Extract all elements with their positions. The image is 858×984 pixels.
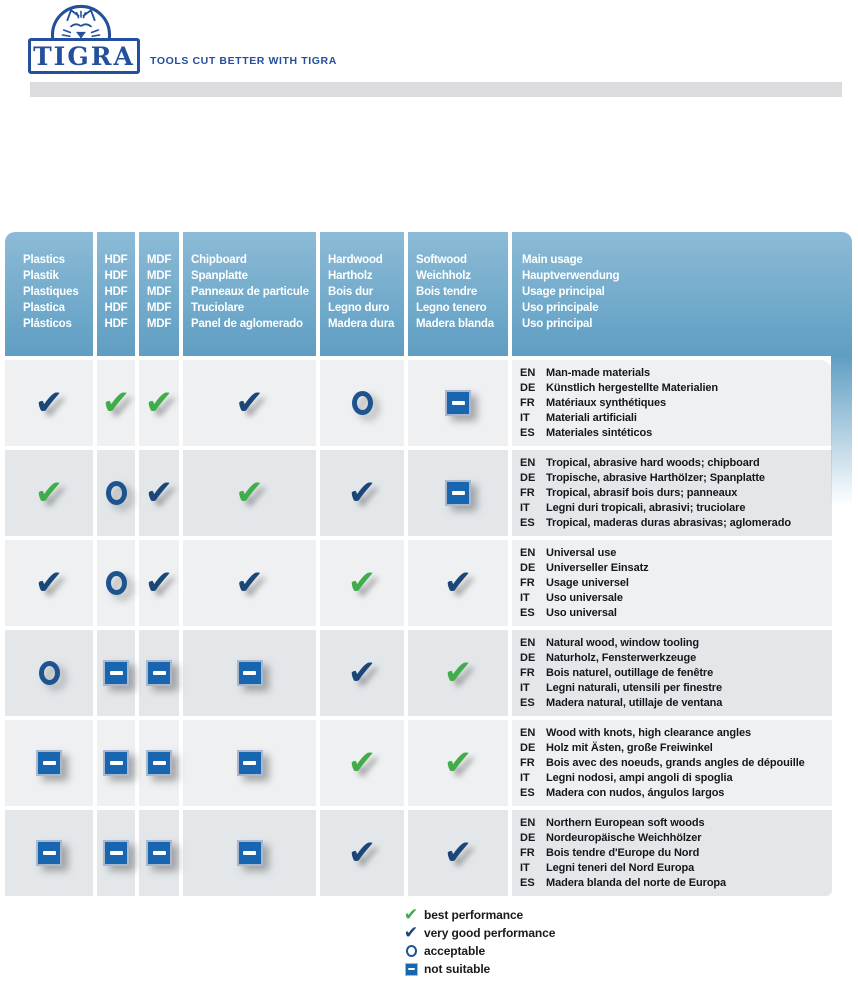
usage-line: [520, 741, 832, 756]
header-line: Plastik: [23, 270, 59, 282]
usage-line: [520, 816, 832, 831]
language-code: DE: [520, 652, 536, 664]
usage-line: [520, 501, 832, 516]
minus-bar: [452, 401, 465, 405]
column-header-hdf: [97, 232, 135, 356]
rating-cell-hdf: [97, 630, 135, 716]
very-good-check-icon: ✔: [144, 563, 174, 603]
header-line: HDF: [104, 286, 128, 298]
usage-text: Naturholz, Fensterwerkzeuge: [546, 652, 697, 664]
rating-cell-hdf: [97, 720, 135, 806]
column-header-main-usage: [512, 232, 852, 356]
legend-label: very good performance: [424, 926, 556, 940]
usage-text: Matériaux synthétiques: [546, 397, 667, 409]
header-line: Plásticos: [23, 318, 72, 330]
tigra-logo: [28, 2, 168, 74]
usage-cell: [512, 720, 832, 806]
language-code: DE: [520, 742, 536, 754]
best-check-icon: ✔: [443, 743, 473, 783]
usage-line: [520, 786, 832, 801]
usage-text: Tropical, abrasif bois durs; panneaux: [546, 487, 738, 499]
not-suitable-square-icon: [237, 750, 263, 776]
usage-line: [520, 456, 832, 471]
usage-text: Bois tendre d'Europe du Nord: [546, 847, 700, 859]
header-line: Legno tenero: [416, 302, 487, 314]
rating-cell-hdf: [97, 540, 135, 626]
column-header-hardwood: [320, 232, 404, 356]
header-line: HDF: [104, 302, 128, 314]
rating-cell-hardwood: [320, 810, 404, 896]
language-code: DE: [520, 832, 536, 844]
usage-text: Bois avec des noeuds, grands angles de dépouille: [546, 757, 805, 769]
language-code: IT: [520, 412, 530, 424]
usage-cell: [512, 360, 832, 446]
rating-cell-hardwood: [320, 360, 404, 446]
best-check-icon: ✔: [34, 473, 64, 513]
header-line: Madera dura: [328, 318, 395, 330]
best-check-icon: ✔: [443, 653, 473, 693]
usage-text: Uso universal: [546, 607, 617, 619]
column-header-softwood: [408, 232, 508, 356]
header-line: Main usage: [522, 254, 583, 266]
minus-bar: [452, 491, 465, 495]
usage-line: [520, 726, 832, 741]
not-suitable-square-icon: [103, 660, 129, 686]
acceptable-circle-icon: [406, 945, 417, 957]
header-line: Panneaux de particule: [191, 286, 309, 298]
table-row: [5, 720, 852, 806]
usage-text: Wood with knots, high clearance angles: [546, 727, 752, 739]
very-good-check-icon: ✔: [403, 922, 419, 943]
language-code: EN: [520, 817, 536, 829]
rating-cell-plastics: [5, 540, 93, 626]
rating-cell-chipboard: [183, 630, 316, 716]
very-good-check-icon: ✔: [443, 833, 473, 873]
language-code: FR: [520, 487, 535, 499]
header-line: Plastiques: [23, 286, 79, 298]
rating-cell-hardwood: [320, 630, 404, 716]
usage-line: [520, 831, 832, 846]
usage-line: [520, 876, 832, 891]
usage-text: Uso universale: [546, 592, 623, 604]
rating-cell-mdf: [139, 720, 179, 806]
rating-cell-hdf: [97, 810, 135, 896]
legend-item: [398, 924, 555, 942]
rating-cell-plastics: [5, 810, 93, 896]
language-code: ES: [520, 787, 535, 799]
legend-label: not suitable: [424, 962, 491, 976]
rating-cell-mdf: [139, 630, 179, 716]
header-line: Hardwood: [328, 254, 383, 266]
header-line: Chipboard: [191, 254, 247, 266]
usage-text: Tropical, maderas duras abrasivas; aglomerado: [546, 517, 791, 529]
language-code: DE: [520, 382, 536, 394]
minus-bar: [243, 851, 256, 855]
not-suitable-square-icon: [146, 660, 172, 686]
usage-line: [520, 516, 832, 531]
header-line: Truciolare: [191, 302, 244, 314]
usage-cell: [512, 450, 832, 536]
header-line: Legno duro: [328, 302, 390, 314]
language-code: EN: [520, 457, 536, 469]
not-suitable-square-icon: [445, 390, 471, 416]
rating-cell-hardwood: [320, 450, 404, 536]
language-code: EN: [520, 727, 536, 739]
rating-cell-softwood: [408, 810, 508, 896]
language-code: ES: [520, 517, 535, 529]
rating-cell-mdf: [139, 810, 179, 896]
legend-symbol: [398, 945, 424, 957]
rating-cell-mdf: [139, 360, 179, 446]
language-code: FR: [520, 847, 535, 859]
best-check-icon: ✔: [235, 473, 264, 513]
language-code: EN: [520, 367, 536, 379]
usage-line: [520, 366, 832, 381]
usage-line: [520, 651, 832, 666]
header-line: MDF: [146, 302, 172, 314]
usage-cell: [512, 630, 832, 716]
best-check-icon: ✔: [101, 383, 131, 423]
header-line: HDF: [104, 318, 128, 330]
rating-cell-softwood: [408, 630, 508, 716]
legend-label: acceptable: [424, 944, 486, 958]
usage-text: Usage universel: [546, 577, 629, 589]
language-code: IT: [520, 592, 530, 604]
table-row: [5, 450, 852, 536]
best-check-icon: ✔: [347, 563, 377, 603]
header-line: Hauptverwendung: [522, 270, 620, 282]
header-line: MDF: [146, 270, 172, 282]
rating-cell-mdf: [139, 450, 179, 536]
usage-text: Materiales sintéticos: [546, 427, 653, 439]
minus-bar: [110, 761, 123, 765]
table-row: [5, 630, 852, 716]
usage-text: Legni nodosi, ampi angoli di spoglia: [546, 772, 733, 784]
very-good-check-icon: ✔: [347, 833, 377, 873]
usage-text: Materiali artificiali: [546, 412, 637, 424]
header-line: Softwood: [416, 254, 467, 266]
usage-text: Künstlich hergestellte Materialien: [546, 382, 719, 394]
legend-item: [398, 942, 555, 960]
header-line: Uso principale: [522, 302, 599, 314]
header-line: Madera blanda: [416, 318, 494, 330]
table-row: [5, 540, 852, 626]
minus-bar: [153, 671, 166, 675]
table-header: [5, 232, 852, 356]
usage-line: [520, 666, 832, 681]
table-row: [5, 810, 852, 896]
rating-cell-plastics: [5, 720, 93, 806]
minus-bar: [110, 671, 123, 675]
usage-line: [520, 471, 832, 486]
usage-line: [520, 636, 832, 651]
usage-line: [520, 396, 832, 411]
not-suitable-square-icon: [405, 963, 418, 976]
header-line: Bois tendre: [416, 286, 478, 298]
header-line: Panel de aglomerado: [191, 318, 303, 330]
legend-symbol: [398, 904, 424, 925]
usage-text: Legni naturali, utensili per finestre: [546, 682, 723, 694]
usage-line: [520, 561, 832, 576]
table-row: [5, 360, 852, 446]
rating-cell-chipboard: [183, 720, 316, 806]
language-code: IT: [520, 772, 530, 784]
legend-label: best performance: [424, 908, 524, 922]
not-suitable-square-icon: [36, 840, 62, 866]
usage-text: Madera con nudos, ángulos largos: [546, 787, 725, 799]
usage-text: Northern European soft woods: [546, 817, 705, 829]
usage-line: [520, 771, 832, 786]
minus-bar: [43, 761, 56, 765]
usage-line: [520, 696, 832, 711]
brand-tagline: TOOLS CUT BETTER WITH TIGRA: [150, 55, 337, 67]
language-code: FR: [520, 577, 535, 589]
usage-line: [520, 426, 832, 441]
rating-cell-chipboard: [183, 360, 316, 446]
very-good-check-icon: ✔: [144, 473, 174, 513]
minus-bar: [243, 671, 256, 675]
acceptable-circle-icon: [106, 481, 127, 505]
minus-bar: [153, 851, 166, 855]
not-suitable-square-icon: [146, 840, 172, 866]
rating-cell-plastics: [5, 360, 93, 446]
very-good-check-icon: ✔: [347, 653, 377, 693]
usage-text: Natural wood, window tooling: [546, 637, 700, 649]
usage-line: [520, 756, 832, 771]
not-suitable-square-icon: [146, 750, 172, 776]
header-line: MDF: [146, 286, 172, 298]
usage-text: Holz mit Ästen, große Freiwinkel: [546, 742, 713, 754]
usage-text: Tropische, abrasive Harthölzer; Spanplatte: [546, 472, 765, 484]
usage-text: Universeller Einsatz: [546, 562, 649, 574]
usage-text: Man-made materials: [546, 367, 650, 379]
language-code: FR: [520, 757, 535, 769]
usage-text: Universal use: [546, 547, 617, 559]
very-good-check-icon: ✔: [347, 473, 377, 513]
header-line: HDF: [104, 270, 128, 282]
not-suitable-square-icon: [237, 840, 263, 866]
usage-line: [520, 576, 832, 591]
usage-text: Bois naturel, outillage de fenêtre: [546, 667, 714, 679]
header-line: Bois dur: [328, 286, 374, 298]
language-code: FR: [520, 397, 535, 409]
best-check-icon: ✔: [347, 743, 377, 783]
column-header-chipboard: [183, 232, 316, 356]
language-code: IT: [520, 862, 530, 874]
usage-line: [520, 411, 832, 426]
usage-text: Tropical, abrasive hard woods; chipboard: [546, 457, 760, 469]
rating-cell-hardwood: [320, 540, 404, 626]
rating-cell-softwood: [408, 720, 508, 806]
rating-cell-hardwood: [320, 720, 404, 806]
not-suitable-square-icon: [103, 750, 129, 776]
header-line: HDF: [104, 254, 128, 266]
rating-cell-chipboard: [183, 450, 316, 536]
not-suitable-square-icon: [445, 480, 471, 506]
usage-line: [520, 861, 832, 876]
header-line: Weichholz: [416, 270, 471, 282]
language-code: ES: [520, 877, 535, 889]
very-good-check-icon: ✔: [34, 563, 64, 603]
language-code: IT: [520, 682, 530, 694]
language-code: ES: [520, 697, 535, 709]
rating-cell-chipboard: [183, 540, 316, 626]
rating-cell-mdf: [139, 540, 179, 626]
legend-item: [398, 906, 555, 924]
logo-wordmark: TIGRA: [28, 38, 140, 74]
usage-line: [520, 486, 832, 501]
usage-line: [520, 606, 832, 621]
legend-item: [398, 960, 555, 978]
minus-bar: [408, 968, 415, 971]
usage-text: Nordeuropäische Weichhölzer: [546, 832, 702, 844]
legend-symbol: [398, 922, 424, 943]
usage-line: [520, 546, 832, 561]
header-line: Plastica: [23, 302, 65, 314]
usage-text: Madera blanda del norte de Europa: [546, 877, 727, 889]
divider-bar: [30, 82, 842, 97]
not-suitable-square-icon: [36, 750, 62, 776]
very-good-check-icon: ✔: [443, 563, 473, 603]
header-line: Plastics: [23, 254, 65, 266]
rating-cell-softwood: [408, 540, 508, 626]
usage-line: [520, 381, 832, 396]
minus-bar: [243, 761, 256, 765]
suitability-table: [5, 232, 852, 900]
minus-bar: [110, 851, 123, 855]
very-good-check-icon: ✔: [34, 383, 64, 423]
very-good-check-icon: ✔: [235, 563, 264, 603]
legend: [398, 906, 555, 978]
rating-cell-hdf: [97, 450, 135, 536]
language-code: FR: [520, 667, 535, 679]
usage-cell: [512, 810, 832, 896]
header-line: MDF: [146, 254, 172, 266]
minus-bar: [153, 761, 166, 765]
usage-text: Madera natural, utillaje de ventana: [546, 697, 723, 709]
column-header-mdf: [139, 232, 179, 356]
rating-cell-chipboard: [183, 810, 316, 896]
not-suitable-square-icon: [237, 660, 263, 686]
usage-text: Legni teneri del Nord Europa: [546, 862, 695, 874]
very-good-check-icon: ✔: [235, 383, 264, 423]
usage-cell: [512, 540, 832, 626]
rating-cell-plastics: [5, 450, 93, 536]
rating-cell-plastics: [5, 630, 93, 716]
minus-bar: [43, 851, 56, 855]
header-line: Uso principal: [522, 318, 593, 330]
language-code: DE: [520, 562, 536, 574]
usage-line: [520, 681, 832, 696]
usage-line: [520, 846, 832, 861]
language-code: ES: [520, 427, 535, 439]
language-code: ES: [520, 607, 535, 619]
language-code: EN: [520, 547, 536, 559]
acceptable-circle-icon: [352, 391, 373, 415]
header-line: Hartholz: [328, 270, 373, 282]
header-line: Usage principal: [522, 286, 605, 298]
best-check-icon: ✔: [144, 383, 174, 423]
header-line: MDF: [146, 318, 172, 330]
column-header-plastics: [5, 232, 93, 356]
rating-cell-softwood: [408, 450, 508, 536]
header-fade-strip: [831, 356, 852, 506]
best-check-icon: ✔: [403, 904, 419, 925]
language-code: IT: [520, 502, 530, 514]
language-code: DE: [520, 472, 536, 484]
usage-line: [520, 591, 832, 606]
usage-text: Legni duri tropicali, abrasivi; truciolare: [546, 502, 746, 514]
rating-cell-softwood: [408, 360, 508, 446]
header-line: Spanplatte: [191, 270, 248, 282]
not-suitable-square-icon: [103, 840, 129, 866]
language-code: EN: [520, 637, 536, 649]
rating-cell-hdf: [97, 360, 135, 446]
table-body: [5, 360, 852, 896]
acceptable-circle-icon: [39, 661, 60, 685]
acceptable-circle-icon: [106, 571, 127, 595]
legend-symbol: [398, 963, 424, 976]
